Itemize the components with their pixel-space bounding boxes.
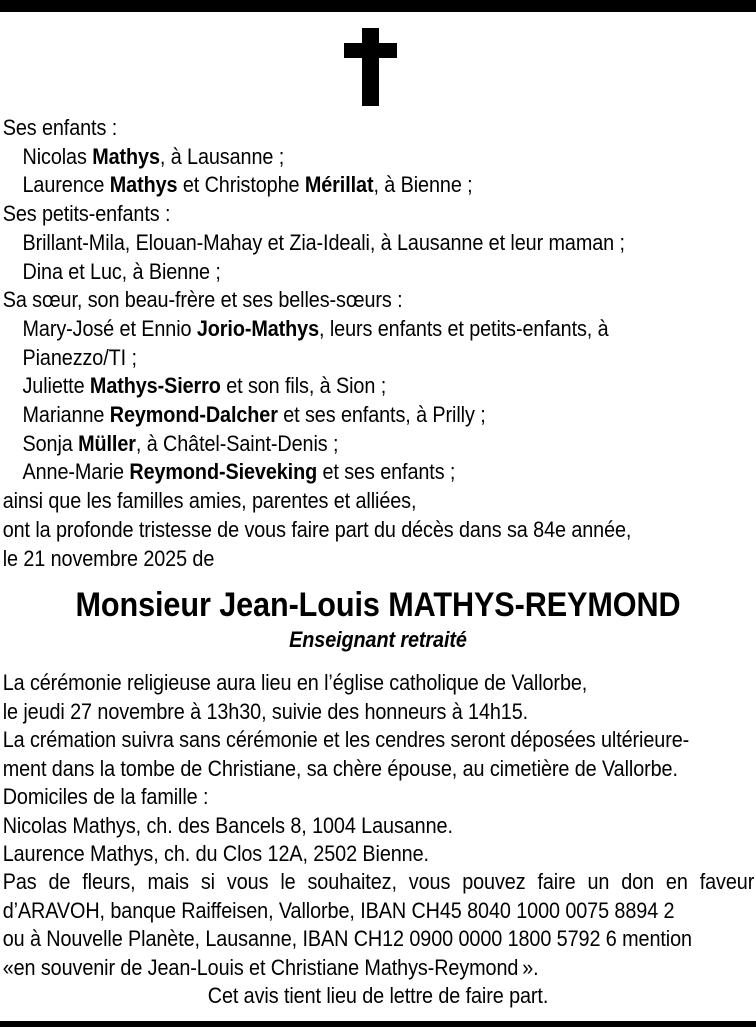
text-line [0,372,756,401]
text-line [0,726,756,754]
text-line [0,755,756,783]
text-line [0,840,756,868]
top-rule-bar [0,0,756,12]
name-bold-segment: Mathys-Sierro [89,373,221,399]
text-line [0,954,756,982]
text-line [0,925,756,953]
text-segment: Nicolas [22,143,93,169]
text-segment: Domiciles de la famille : [2,784,209,810]
name-bold-segment: Jorio-Mathys [196,315,320,341]
text-line [0,114,756,143]
latin-cross-icon [344,28,397,106]
text-line [0,286,756,315]
name-bold-segment: Müller [78,430,136,456]
text-segment: ment dans la tombe de Christiane, sa chère épouse, au cimetière de Vallorbe. [2,755,678,781]
text-segment: , à Lausanne ; [159,143,285,169]
text-line [0,430,756,459]
text-segment: Nicolas Mathys, ch. des Bancels 8, 1004 Lausanne. [2,812,453,838]
name-bold-segment: Mathys [92,143,160,169]
text-segment: et ses enfants, à Prilly ; [277,402,486,428]
text-segment: , à Châtel-Saint-Denis ; [135,430,339,456]
text-segment: et Christophe [177,172,305,198]
text-segment: le jeudi 27 novembre à 13h30, suivie des honneurs à 14h15. [2,698,529,724]
text-segment: et ses enfants ; [317,459,456,485]
text-segment: Marianne [22,402,110,428]
text-segment: ou à Nouvelle Planète, Lausanne, IBAN CH12 0900 0000 1800 5792 6 mention [2,926,692,952]
ceremony-details [0,669,756,982]
text-segment: Pianezzo/TI ; [22,344,137,370]
text-segment: Anne-Marie [22,459,130,485]
text-line [0,344,756,373]
text-segment: La cérémonie religieuse aura lieu en l’église catholique de Vallorbe, [2,670,588,696]
text-segment: et son fils, à Sion ; [220,373,387,399]
text-segment: Laurence Mathys, ch. du Clos 12A, 2502 Bienne. [2,840,429,866]
text-segment: Dina et Luc, à Bienne ; [22,258,221,284]
name-bold-segment: Reymond-Sieveking [129,459,318,485]
text-segment: Brillant-Mila, Elouan-Mahay et Zia-Ideali, à Lausanne et leur maman ; [22,229,625,255]
text-segment: Laurence [22,172,110,198]
text-line [0,897,756,925]
text-line [0,698,756,726]
text-segment: ont la profonde tristesse de vous faire part du décès dans sa 84e année, [2,516,632,542]
text-line [0,669,756,697]
text-line [0,143,756,172]
text-line [0,868,756,896]
closing-note: Cet avis tient lieu de lettre de faire part. [207,983,549,1009]
text-segment: , à Bienne ; [373,172,473,198]
deceased-name: Monsieur Jean-Louis MATHYS-REYMOND [75,586,681,625]
text-line [0,258,756,287]
text-segment: , leurs enfants et petits-enfants, à [319,315,609,341]
family-list [0,114,756,573]
text-line [0,545,756,574]
text-line [0,315,756,344]
text-segment: Ses enfants : [2,115,118,140]
text-line [0,401,756,430]
name-bold-segment: Reymond-Dalcher [109,402,278,428]
text-line [0,458,756,487]
text-segment: ainsi que les familles amies, parentes et alliées, [2,488,417,514]
bottom-rule-bar [0,1021,756,1027]
text-line [0,516,756,545]
text-segment: Juliette [22,373,90,399]
name-bold-segment: Mérillat [304,172,374,198]
text-segment: Pas de fleurs, mais si vous le souhaitez, vous pouvez faire un don en faveur [2,869,755,895]
text-segment: Sonja [22,430,79,456]
deceased-profession: Enseignant retraité [289,627,467,653]
text-line [0,812,756,840]
text-segment: «en souvenir de Jean-Louis et Christiane Mathys-Reymond ». [2,954,539,980]
notice-content [0,114,756,1011]
text-line [0,200,756,229]
text-segment: Mary-José et Ennio [22,315,197,341]
text-segment: le 21 novembre 2025 de [2,545,215,571]
text-line [0,487,756,516]
text-line [0,229,756,258]
text-line [0,171,756,200]
text-segment: Ses petits-enfants : [2,201,171,227]
text-segment: d’ARAVOH, banque Raiffeisen, Vallorbe, IBAN CH45 8040 1000 0075 8894 2 [2,897,675,923]
name-bold-segment: Mathys [109,172,178,198]
text-line [0,783,756,811]
text-segment: La crémation suivra sans cérémonie et les cendres seront déposées ultérieure- [2,727,690,753]
text-segment: Sa sœur, son beau-frère et ses belles-sœurs : [2,287,403,313]
